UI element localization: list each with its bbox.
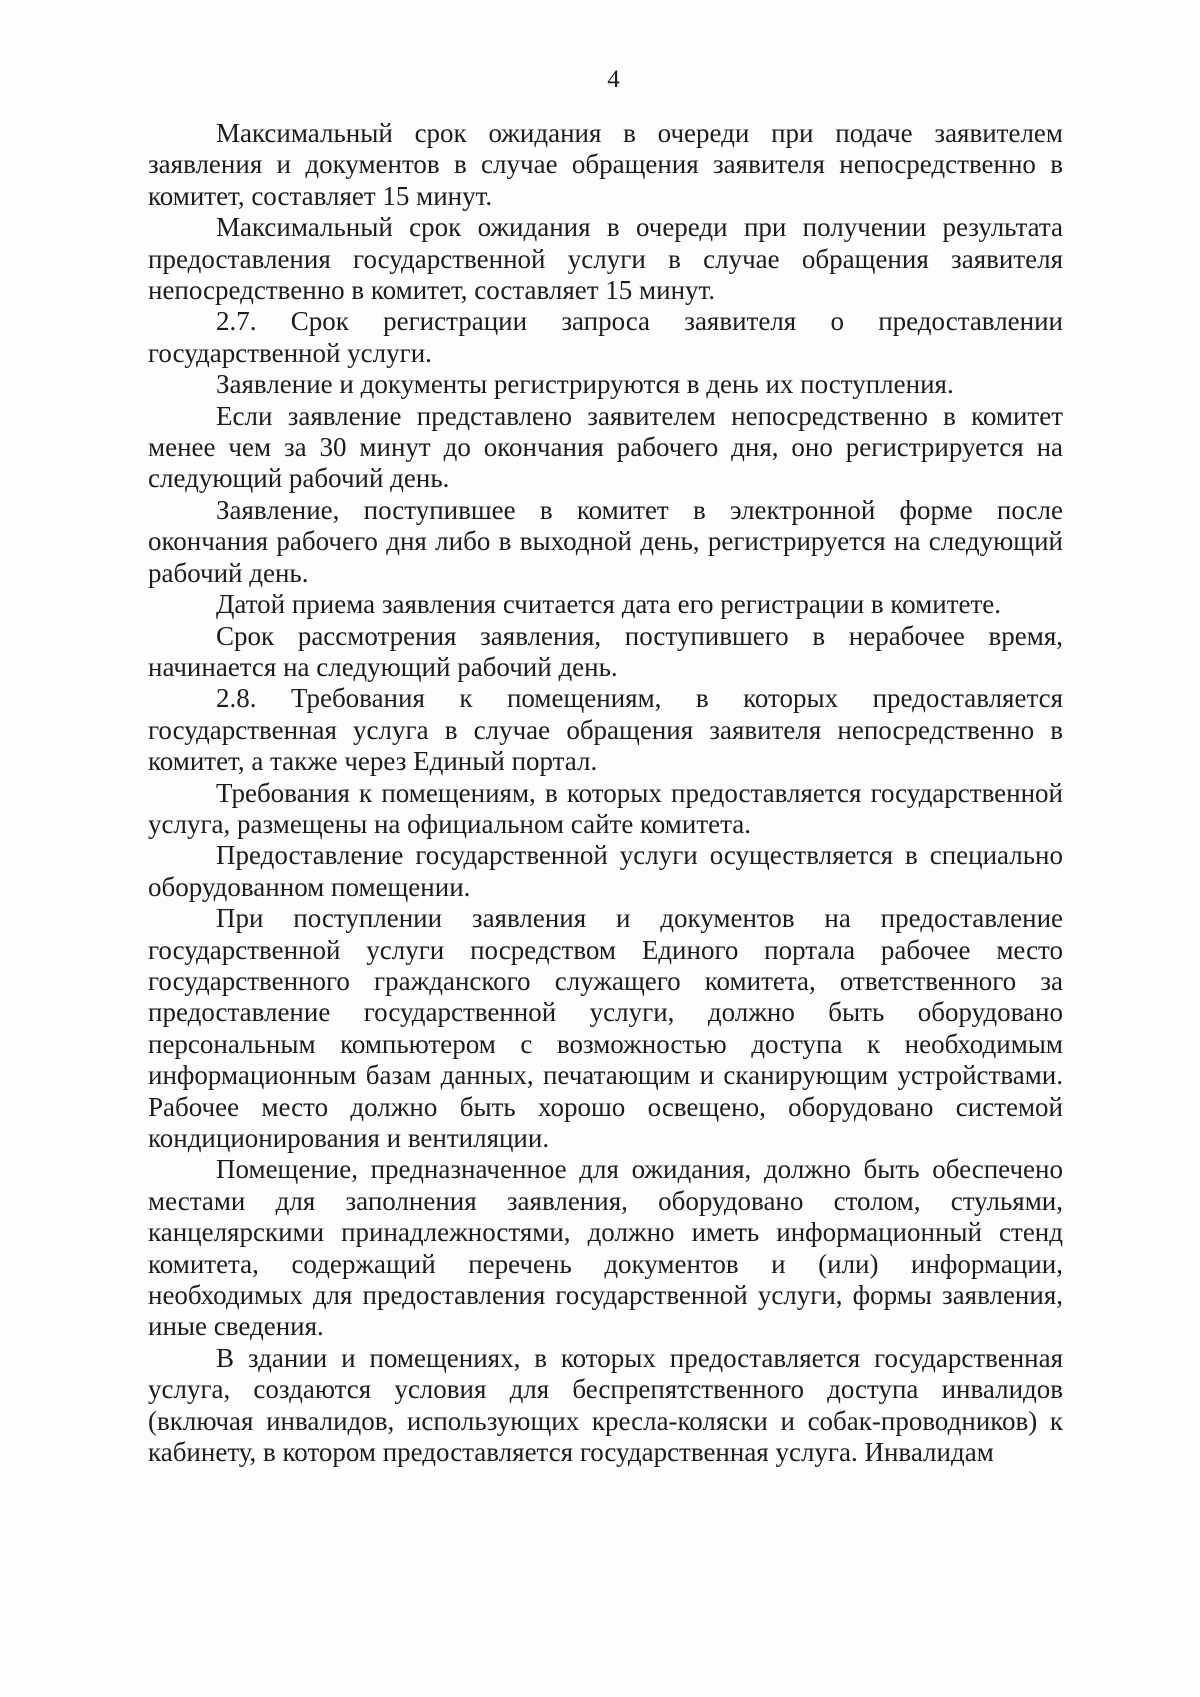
paragraph: Требования к помещениям, в которых предоставляется государственной услуга, размещены на официальном сайте комитета. (148, 777, 1063, 839)
paragraph: Срок рассмотрения заявления, поступившего в нерабочее время, начинается на следующий рабочий день. (148, 620, 1063, 682)
paragraph: Помещение, предназначенное для ожидания, должно быть обеспечено местами для заполнения заявления, оборудовано столом, стульями, канцелярскими принадлежностями, должно иметь информационный стенд комитета, содержащий перечень документов и (или) информации, необходимых для предоставления государственной услуги, формы заявления, иные сведения. (148, 1154, 1063, 1342)
paragraph: Максимальный срок ожидания в очереди при подаче заявителем заявления и документов в случае обращения заявителя непосредственно в комитет, составляет 15 минут. (148, 118, 1063, 211)
paragraph: 2.7. Срок регистрации запроса заявителя о предоставлении государственной услуги. (148, 306, 1063, 368)
document-body (148, 118, 1063, 1468)
paragraph: Датой приема заявления считается дата его регистрации в комитете. (216, 589, 1002, 620)
paragraph: Заявление, поступившее в комитет в электронной форме после окончания рабочего дня либо в выходной день, регистрируется на следующий рабочий день. (148, 494, 1063, 588)
paragraph: Если заявление представлено заявителем непосредственно в комитет менее чем за 30 минут до окончания рабочего дня, оно регистрируется на следующий рабочий день. (148, 400, 1063, 494)
paragraph: Заявление и документы регистрируются в день их поступления. (216, 369, 954, 400)
page-number: 4 (607, 66, 620, 93)
paragraph: В здании и помещениях, в которых предоставляется государственная услуга, создаются условия для беспрепятственного доступа инвалидов (включая инвалидов, использующих кресла-коляски и собак-проводников) к кабинету, в котором предоставляется государственная услуга. Инвалидам (148, 1342, 1063, 1468)
paragraph: При поступлении заявления и документов на предоставление государственной услуги посредством Единого портала рабочее место государственного гражданского служащего комитета, ответственного за предоставление государственной услуги, должно быть оборудовано персональным компьютером с возможностью доступа к необходимым информационным базам данных, печатающим и сканирующим устройствами. Рабочее место должно быть хорошо освещено, оборудовано системой кондиционирования и вентиляции. (148, 903, 1063, 1153)
paragraph: 2.8. Требования к помещениям, в которых предоставляется государственная услуга в случае обращения заявителя непосредственно в комитет, а также через Единый портал. (148, 683, 1063, 777)
paragraph: Предоставление государственной услуги осуществляется в специально оборудованном помещении. (148, 840, 1063, 902)
paragraph: Максимальный срок ожидания в очереди при получении результата предоставления государственной услуги в случае обращения заявителя непосредственно в комитет, составляет 15 минут. (148, 212, 1063, 306)
